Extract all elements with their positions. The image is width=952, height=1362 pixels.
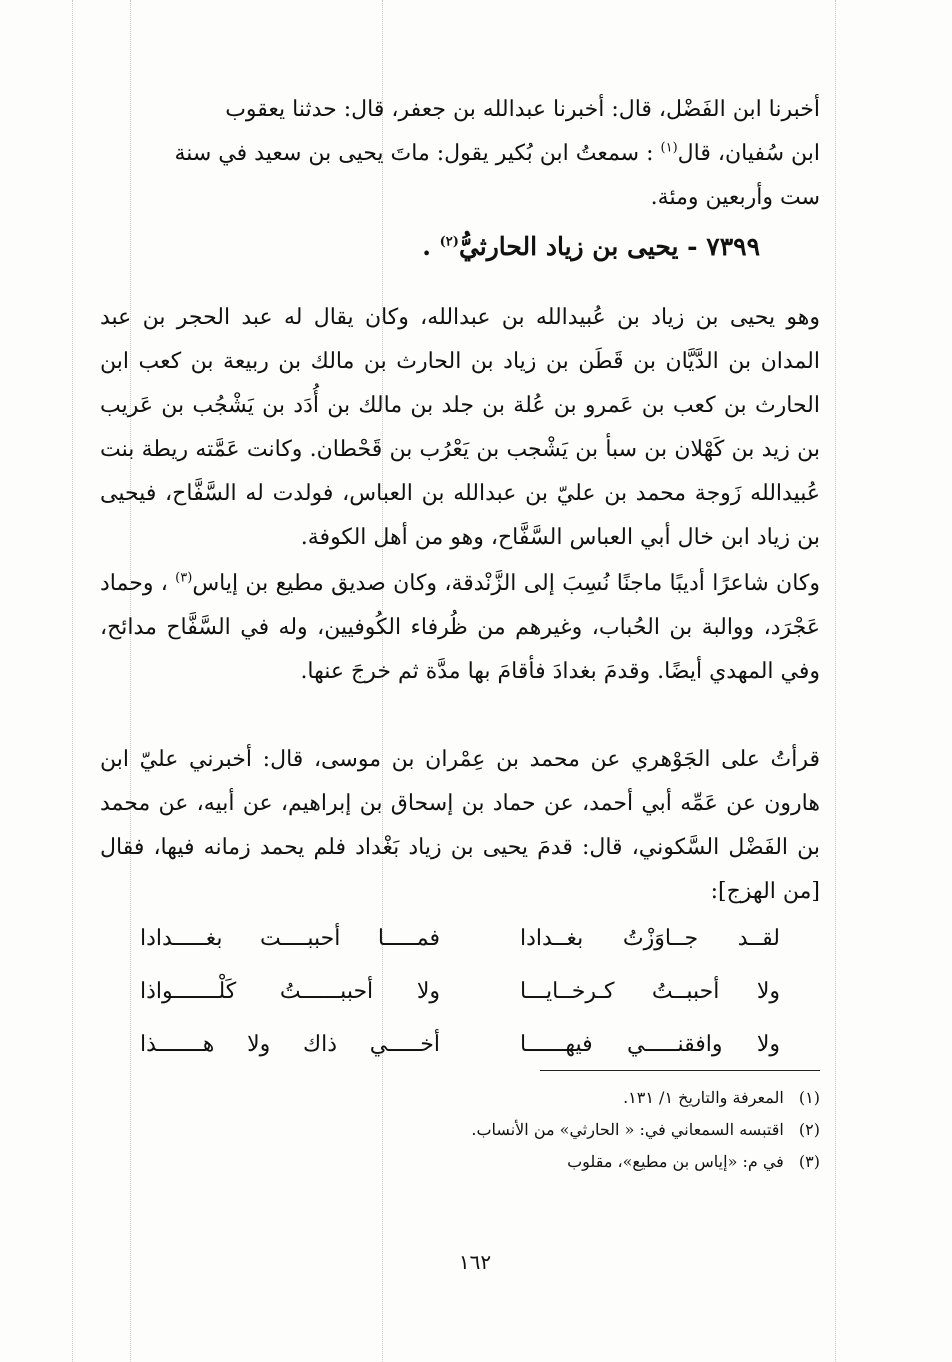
footnote-text: في م: «إياس بن مطيع»، مقلوب bbox=[567, 1152, 784, 1171]
intro-line-2 bbox=[100, 132, 820, 176]
poem bbox=[140, 912, 780, 1071]
poem-verse bbox=[140, 1018, 780, 1071]
footnote-number: (٣) bbox=[798, 1152, 820, 1171]
footnote-item bbox=[300, 1146, 820, 1178]
narration-paragraph: قرأتُ على الجَوْهري عن محمد بن عِمْران بن موسى، قال: أخبرني عليّ ابن هارون عن عَمِّه أبي أحمد، عن حماد بن إسحاق بن إبراهيم، عن أبيه، عن محمد بن الفَضْل السَّكوني، قال: قدمَ يحيى بن زياد بَغْداد فلم يحمد زمانه فيها، فقال [من الهزج]: bbox=[100, 747, 820, 904]
footnote-text: المعرفة والتاريخ ١/ ١٣١. bbox=[623, 1088, 784, 1107]
verse-second-hemistich: أخـــــي ذاك ولا هـــــــذا bbox=[140, 1032, 440, 1057]
intro-line-2-text-a: ابن سُفيان، قال bbox=[677, 141, 820, 166]
verse-first-hemistich: ولا أحببــتُ كـرخــايـــا bbox=[520, 979, 780, 1004]
verse-second-hemistich: ولا أحببــــــتُ كَلْـــــــواذا bbox=[140, 979, 440, 1004]
footnote-number: (٢) bbox=[798, 1120, 820, 1139]
scan-dotted-line bbox=[835, 0, 836, 1362]
footnote-ref-1: (١) bbox=[660, 140, 678, 156]
scan-dotted-line bbox=[72, 0, 73, 1362]
biography-paragraph bbox=[100, 562, 820, 694]
footnote-item bbox=[300, 1114, 820, 1146]
poem-verse bbox=[140, 912, 780, 965]
biography-text-b: ، وحماد عَجْرَد، ووالبة بن الحُباب، وغيرهم من ظُرفاء الكُوفيين، وله في السَّفَّاح مدائح، وفي المهدي أيضًا. وقدمَ بغدادَ فأقامَ بها مدَّة ثم خرجَ عنها. bbox=[100, 571, 820, 684]
entry-heading-end: . bbox=[422, 232, 431, 261]
verse-first-hemistich: ولا وافقنـــــي فيهــــــا bbox=[520, 1032, 780, 1057]
genealogy-paragraph: وهو يحيى بن زياد بن عُبيدالله بن عبدالله، وكان يقال له عبد الحجر بن عبد المدان بن الدَّيَّان بن قَطَن بن زياد بن الحارث بن مالك بن ربيعة بن كعب ابن الحارث بن كعب بن عَمرو بن عُلة بن جلد بن مالك بن أُدَد بن يَشْجُب بن عَريب بن زيد بن كَهْلان بن سبأ بن يَشْجب بن يَعْرُب بن قَحْطان. وكانت عَمَّته ريطة بنت عُبيدالله زَوجة محمد بن عليّ بن عبدالله بن العباس، فولدت له السَّفَّاح، فيحيى بن زياد ابن خال أبي العباس السَّفَّاح، وهو من أهل الكوفة. bbox=[100, 305, 820, 550]
entry-heading bbox=[300, 222, 760, 272]
footnote-item bbox=[300, 1082, 820, 1114]
intro-line-3: ست وأربعين ومئة. bbox=[650, 185, 820, 210]
biography-text-a: وكان شاعرًا أديبًا ماجنًا نُسِبَ إلى الزَّنْدقة، وكان صديق مطيع بن إياس bbox=[192, 571, 821, 596]
intro-line-1: أخبرنا ابن الفَضْل، قال: أخبرنا عبدالله بن جعفر، قال: حدثنا يعقوب bbox=[225, 97, 820, 122]
footnote-number: (١) bbox=[798, 1088, 820, 1107]
poem-verse bbox=[140, 965, 780, 1018]
page-number: ١٦٢ bbox=[458, 1250, 492, 1274]
footnotes bbox=[300, 1082, 820, 1178]
verse-second-hemistich: فمـــــا أحببــــت بغـــــدادا bbox=[140, 926, 440, 951]
footnote-ref-2: (٢) bbox=[439, 234, 459, 250]
footnote-separator bbox=[540, 1070, 820, 1071]
intro-paragraph bbox=[100, 88, 820, 220]
footnote-text: اقتبسه السمعاني في: « الحارثي» من الأنساب. bbox=[471, 1120, 784, 1139]
footnote-ref-3: (٣) bbox=[175, 570, 193, 586]
intro-line-2-text-b: : سمعتُ ابن بُكير يقول: ماتَ يحيى بن سعيد في سنة bbox=[174, 141, 661, 166]
entry-number: ٧٣٩٩ bbox=[706, 232, 760, 261]
verse-first-hemistich: لقــد جــاوَزْتُ بغــدادا bbox=[520, 926, 780, 951]
entry-title: - يحيى بن زياد الحارثيُّ bbox=[458, 232, 698, 261]
